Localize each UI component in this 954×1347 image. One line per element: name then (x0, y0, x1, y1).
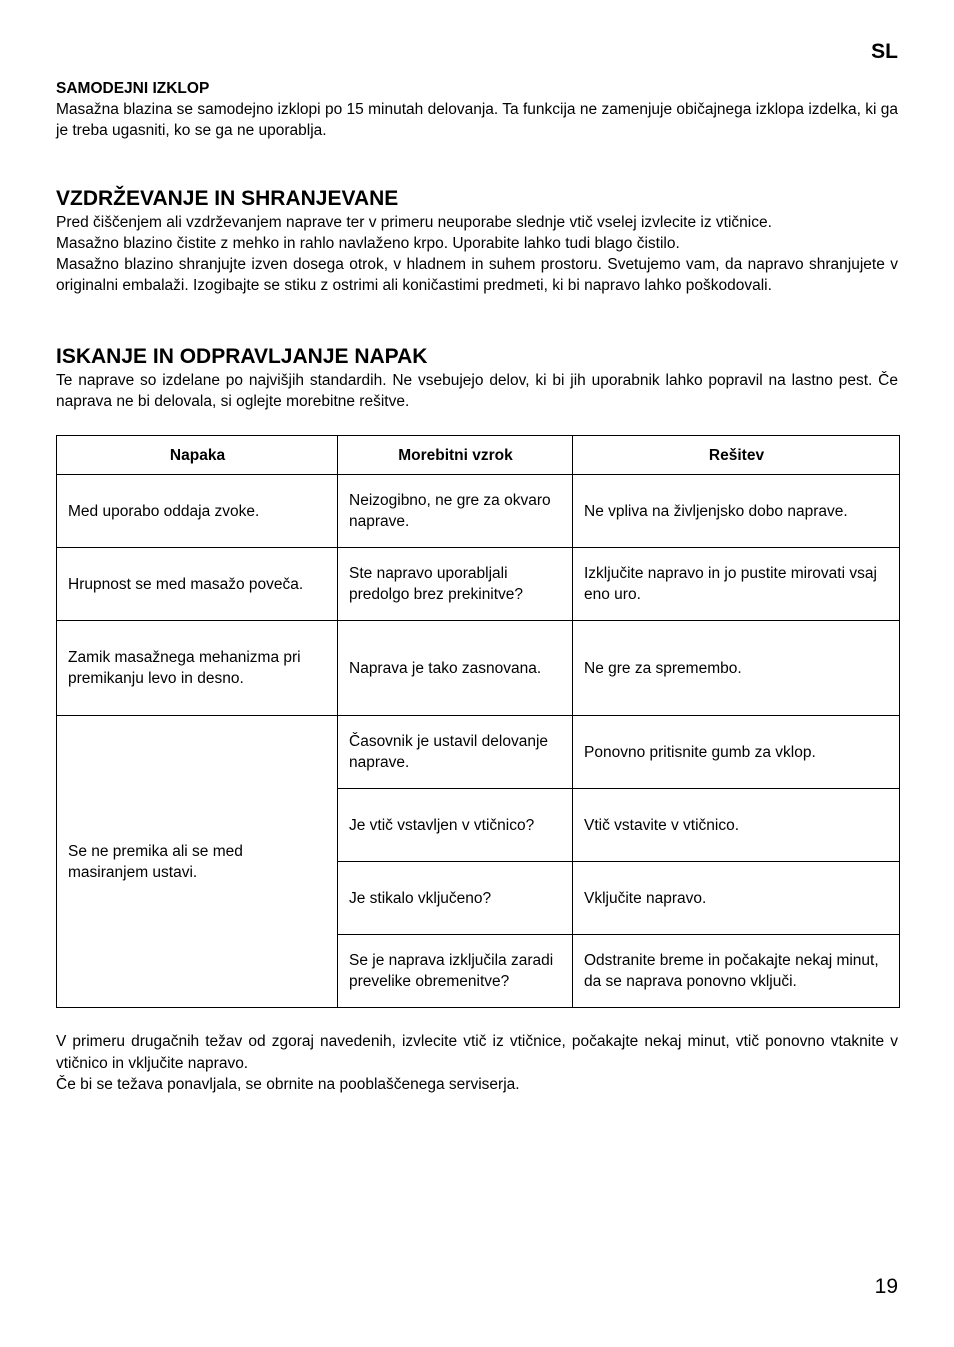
table-row (57, 548, 900, 621)
troubleshooting-title: ISKANJE IN ODPRAVLJANJE NAPAK (56, 344, 428, 368)
troubleshooting-table (56, 435, 900, 1008)
solution-cell: Vključite napravo. (573, 862, 900, 935)
cause-cell: Ste napravo uporabljali predolgo brez prekinitve? (338, 548, 573, 621)
page-content (56, 78, 898, 1095)
problem-cell-merged: Se ne premika ali se med masiranjem ustavi. (57, 716, 338, 1008)
solution-cell: Ponovno pritisnite gumb za vklop. (573, 716, 900, 789)
maintenance-title: VZDRŽEVANJE IN SHRANJEVANE (56, 186, 399, 210)
troubleshooting-intro: Te naprave so izdelane po najvišjih standardih. Ne vsebujejo delov, ki bi jih uporabnik lahko popravil na lastno pest. Če naprava ne bi delovala, si oglejte morebitne rešitve. (56, 371, 898, 411)
auto-off-title: SAMODEJNI IZKLOP (56, 80, 210, 97)
table-row (57, 716, 900, 789)
cause-cell: Naprava je tako zasnovana. (338, 621, 573, 716)
solution-cell: Ne vpliva na življenjsko dobo naprave. (573, 475, 900, 548)
solution-cell: Ne gre za spremembo. (573, 621, 900, 716)
table-row (57, 621, 900, 716)
cause-cell: Časovnik je ustavil delovanje naprave. (338, 716, 573, 789)
header-cause: Morebitni vzrok (338, 436, 573, 475)
table-header-row (57, 436, 900, 475)
cause-cell: Se je naprava izključila zaradi prevelike obremenitve? (338, 935, 573, 1008)
solution-cell: Odstranite breme in počakajte nekaj minut, da se naprava ponovno vključi. (573, 935, 900, 1008)
footer-paragraph-1: V primeru drugačnih težav od zgoraj navedenih, izvlecite vtič iz vtičnice, počakajte nekaj minut, vtič ponovno vtaknite v vtičnico in vključite napravo. (56, 1033, 898, 1072)
table-row (57, 475, 900, 548)
language-tag: SL (871, 40, 898, 63)
auto-off-body: Masažna blazina se samodejno izklopi po 15 minutah delovanja. Ta funkcija ne zamenjuje običajnega izklopa izdelka, ki ga je treba ugasniti, ko se ga ne uporablja. (56, 101, 898, 140)
maintenance-paragraph-2: Masažno blazino čistite z mehko in rahlo navlaženo krpo. Uporabite lahko tudi blago čistilo. (56, 234, 680, 252)
solution-cell: Izključite napravo in jo pustite mirovati vsaj eno uro. (573, 548, 900, 621)
footer-paragraph-2: Če bi se težava ponavljala, se obrnite na pooblaščenega serviserja. (56, 1075, 520, 1093)
problem-cell: Zamik masažnega mehanizma pri premikanju levo in desno. (57, 621, 338, 716)
maintenance-paragraph-1: Pred čiščenjem ali vzdrževanjem naprave ter v primeru neuporabe slednje vtič vselej izvlecite iz vtičnice. (56, 213, 772, 231)
cause-cell: Neizogibno, ne gre za okvaro naprave. (338, 475, 573, 548)
maintenance-paragraph-3: Masažno blazino shranjujte izven dosega otrok, v hladnem in suhem prostoru. Svetujemo vam, da napravo shranjujete v originalni embalaži. Izogibajte se stiku z ostrimi ali koničastimi predmeti, ki bi napravo lahko poškodovali. (56, 256, 898, 295)
cause-cell: Je stikalo vključeno? (338, 862, 573, 935)
solution-cell: Vtič vstavite v vtičnico. (573, 789, 900, 862)
problem-cell: Med uporabo oddaja zvoke. (57, 475, 338, 548)
cause-cell: Je vtič vstavljen v vtičnico? (338, 789, 573, 862)
page-number: 19 (874, 1275, 898, 1298)
header-solution: Rešitev (573, 436, 900, 475)
header-problem: Napaka (57, 436, 338, 475)
problem-cell: Hrupnost se med masažo poveča. (57, 548, 338, 621)
